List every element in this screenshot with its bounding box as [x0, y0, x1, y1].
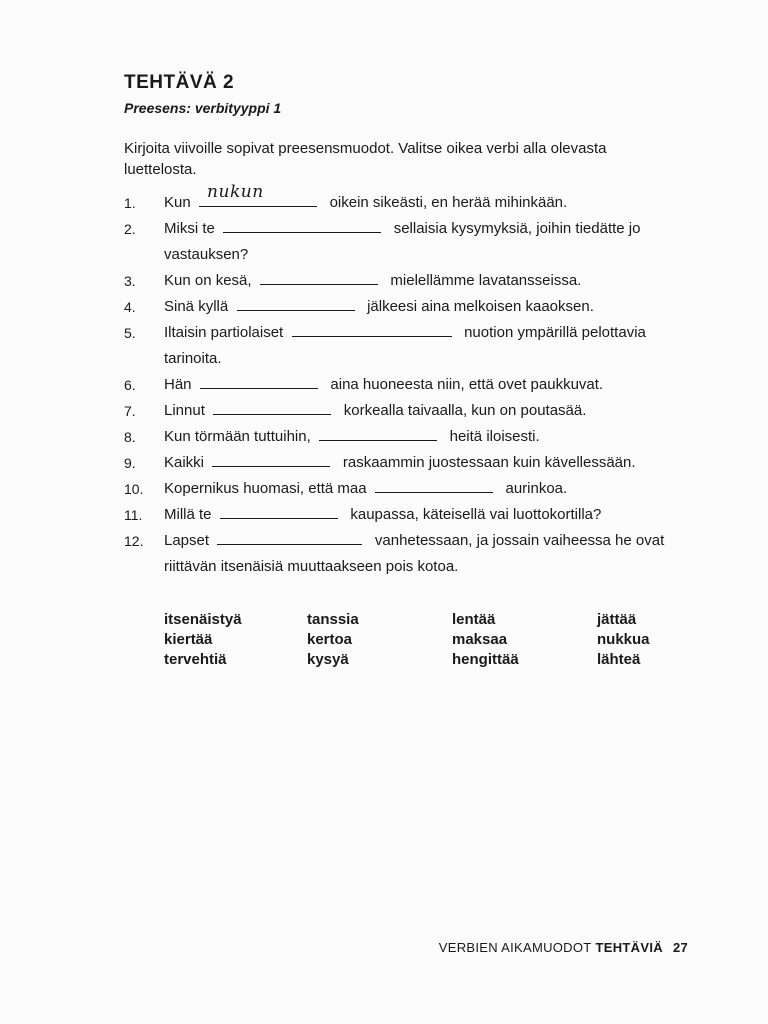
- exercise-sentence: [164, 528, 664, 554]
- answer-blank[interactable]: [217, 528, 362, 545]
- exercise-continuation: [124, 242, 704, 268]
- exercise-item: [124, 372, 704, 398]
- sentence-after: heitä iloisesti.: [449, 428, 540, 445]
- answer-blank[interactable]: [260, 268, 378, 285]
- exercise-item: [124, 502, 704, 528]
- sentence-after: korkealla taivaalla, kun on poutasää.: [343, 402, 587, 419]
- exercise-continuation: [124, 554, 704, 580]
- exercise-item: [124, 182, 704, 216]
- word-bank-item: nukkua: [597, 631, 650, 648]
- exercise-number: 10.: [124, 481, 144, 497]
- sentence-after: raskaammin juostessaan kuin kävellessään.: [342, 454, 636, 471]
- sentence-before: Lapset: [164, 532, 210, 549]
- answer-blank[interactable]: [223, 216, 381, 233]
- exercise-sentence: [164, 450, 636, 476]
- exercise-sentence: [164, 502, 601, 528]
- sentence-before: Kaikki: [164, 454, 205, 471]
- exercise-subtitle: Preesens: verbityyppi 1: [124, 100, 282, 116]
- exercise-title: TEHTÄVÄ 2: [124, 72, 235, 93]
- exercise-sentence: [164, 372, 603, 398]
- exercise-list: [124, 182, 704, 580]
- sentence-before: Kun on kesä,: [164, 272, 252, 289]
- exercise-sentence: [164, 216, 640, 242]
- exercise-sentence: [164, 476, 567, 502]
- answer-blank[interactable]: [237, 294, 355, 311]
- exercise-item: [124, 476, 704, 502]
- word-bank-item: kertoa: [307, 631, 353, 648]
- word-bank-item: jättää: [597, 611, 637, 628]
- word-bank-item: tanssia: [307, 611, 359, 628]
- sentence-after: nuotion ympärillä pelottavia: [464, 324, 646, 341]
- exercise-number: 3.: [124, 273, 136, 289]
- sentence-after: vanhetessaan, ja jossain vaiheessa he ovat: [374, 532, 665, 549]
- sentence-after: kaupassa, käteisellä vai luottokortilla?: [350, 506, 602, 523]
- exercise-continuation: [124, 346, 704, 372]
- exercise-number: 8.: [124, 429, 136, 445]
- exercise-number: 4.: [124, 299, 136, 315]
- exercise-number: 6.: [124, 377, 136, 393]
- answer-blank[interactable]: [319, 424, 437, 441]
- exercise-number: 2.: [124, 221, 136, 237]
- exercise-item: [124, 320, 704, 346]
- continuation-text: riittävän itsenäisiä muuttaakseen pois kotoa.: [164, 558, 459, 575]
- exercise-number: 7.: [124, 403, 136, 419]
- word-bank-item: kysyä: [307, 651, 349, 668]
- word-bank-item: hengittää: [452, 651, 519, 668]
- exercise-number: 5.: [124, 325, 136, 341]
- sentence-after: aina huoneesta niin, että ovet paukkuvat.: [330, 376, 604, 393]
- word-bank-item: maksaa: [452, 631, 508, 648]
- footer-section: VERBIEN AIKAMUODOT: [438, 940, 592, 955]
- answer-blank[interactable]: [200, 372, 318, 389]
- answer-blank[interactable]: [292, 320, 452, 337]
- sentence-after: mielellämme lavatansseissa.: [390, 272, 582, 289]
- word-bank-item: kiertää: [164, 631, 213, 648]
- sentence-after: oikein sikeästi, en herää mihinkään.: [329, 194, 568, 211]
- exercise-sentence: [164, 268, 581, 294]
- sentence-before: Kopernikus huomasi, että maa: [164, 480, 367, 497]
- handwritten-answer: nukun: [207, 182, 264, 202]
- exercise-item: [124, 216, 704, 242]
- exercise-number: 9.: [124, 455, 136, 471]
- word-bank-item: lähteä: [597, 651, 641, 668]
- footer-label: TEHTÄVIÄ: [595, 940, 663, 955]
- sentence-before: Kun törmään tuttuihin,: [164, 428, 311, 445]
- exercise-sentence: [164, 182, 568, 216]
- exercise-number: 11.: [124, 507, 143, 523]
- sentence-before: Sinä kyllä: [164, 298, 229, 315]
- answer-blank[interactable]: [199, 182, 317, 207]
- word-bank-item: tervehtiä: [164, 651, 227, 668]
- sentence-after: aurinkoa.: [505, 480, 568, 497]
- sentence-before: Miksi te: [164, 220, 215, 237]
- answer-blank[interactable]: [213, 398, 331, 415]
- exercise-sentence: [164, 424, 540, 450]
- continuation-text: vastauksen?: [164, 246, 249, 263]
- sentence-after: sellaisia kysymyksiä, joihin tiedätte jo: [393, 220, 641, 237]
- word-bank: [164, 610, 684, 670]
- word-bank-item: itsenäistyä: [164, 611, 242, 628]
- exercise-number: 12.: [124, 533, 144, 549]
- exercise-item: [124, 424, 704, 450]
- instructions: Kirjoita viivoille sopivat preesensmuodot. Valitse oikea verbi alla olevasta luettelosta.: [124, 140, 607, 178]
- page-footer: [439, 940, 688, 955]
- page-number: 27: [672, 940, 688, 955]
- sentence-before: Linnut: [164, 402, 205, 419]
- exercise-item: [124, 398, 704, 424]
- exercise-item: [124, 450, 704, 476]
- exercise-item: [124, 294, 704, 320]
- exercise-item: [124, 268, 704, 294]
- answer-blank[interactable]: [212, 450, 330, 467]
- sentence-before: Hän: [164, 376, 192, 393]
- answer-blank[interactable]: [220, 502, 338, 519]
- sentence-before: Millä te: [164, 506, 212, 523]
- word-bank-item: lentää: [452, 611, 496, 628]
- answer-blank[interactable]: [375, 476, 493, 493]
- exercise-sentence: [164, 294, 594, 320]
- continuation-text: tarinoita.: [164, 350, 222, 367]
- sentence-after: jälkeesi aina melkoisen kaaoksen.: [367, 298, 594, 315]
- exercise-sentence: [164, 398, 586, 424]
- sentence-before: Kun: [164, 194, 191, 211]
- exercise-sentence: [164, 320, 646, 346]
- exercise-number: 1.: [124, 195, 136, 211]
- sentence-before: Iltaisin partiolaiset: [164, 324, 284, 341]
- exercise-item: [124, 528, 704, 554]
